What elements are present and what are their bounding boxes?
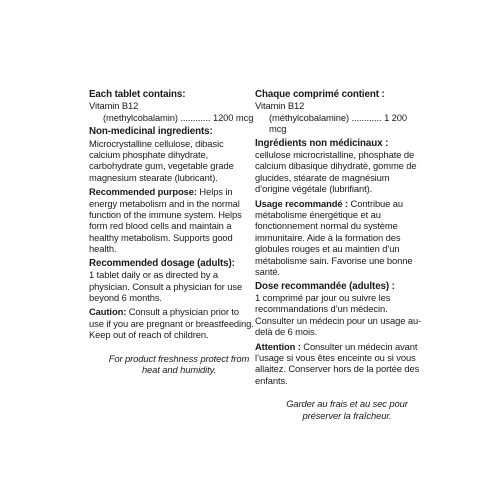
- recommended-purpose-label-fr: Usage recommandé :: [255, 197, 349, 209]
- storage-note-fr: Garder au frais et au sec pour préserver la fraîcheur.: [286, 398, 408, 421]
- recommended-dosage-text-fr: 1 comprimé par jour ou suivre les recommandations d’un médecin. Consulter un médecin pour un usage au-delà de 6 mois.: [255, 291, 422, 338]
- english-label-column: [89, 89, 255, 375]
- ingredient-name-fr: Vitamin B12: [255, 100, 305, 112]
- contains-heading: Each tablet contains:: [89, 89, 186, 100]
- ingredient-detail: (methylcobalamin) ............ 1200 mcg: [103, 111, 254, 123]
- ingredient-name: Vitamin B12: [89, 100, 139, 112]
- recommended-dosage-heading: Recommended dosage (adults):: [89, 257, 235, 269]
- recommended-dosage-text: 1 tablet daily or as directed by a physician. Consult a physician for use beyond 6 months.: [89, 269, 243, 303]
- recommended-purpose-text-fr: Contribue au métabolisme énergétique et au fonctionnement normal du système immunitaire. Aide à la formation des globules rouges et au maintien d’un métabolisme sain. Favorise une bonne santé.: [255, 197, 413, 278]
- caution-label-fr: Attention :: [255, 340, 301, 352]
- recommended-purpose-section-fr: [255, 198, 425, 278]
- non-medicinal-heading: Non-medicinal ingredients:: [89, 126, 213, 138]
- french-label-column: [255, 89, 425, 421]
- contains-heading-fr: Chaque comprimé contient :: [255, 89, 385, 100]
- recommended-purpose-text: Helps in energy metabolism and in the normal function of the immune system. Helps form red blood cells and maintain a healthy metabolism. Supports good health.: [89, 186, 242, 255]
- caution-text: Consult a physician prior to use if you are pregnant or breastfeeding. Keep out of reach of children.: [89, 306, 254, 341]
- caution-section-fr: [255, 341, 425, 387]
- caution-text-fr: Consulter un médecin avant l’usage si vous êtes enceinte ou si vous allaitez. Conserver hors de la portée des enfants.: [255, 340, 420, 386]
- caution-section: [89, 306, 255, 340]
- recommended-purpose-label: Recommended purpose:: [89, 186, 197, 198]
- ingredient-detail-fr: (méthylcobalamine) ............ 1 200 mcg: [269, 111, 408, 135]
- storage-note: For product freshness protect from heat and humidity.: [108, 352, 250, 375]
- non-medicinal-text: Microcrystalline cellulose, dibasic calcium phosphate dihydrate, carbohydrate gum, vegetable grade magnesium stearate (lubricant).: [89, 137, 234, 183]
- non-medicinal-heading-fr: Ingrédients non médicinaux :: [255, 137, 389, 149]
- recommended-dosage-heading-fr: Dose recommandée (adultes) :: [255, 280, 395, 292]
- non-medicinal-text-fr: cellulose microcristalline, phosphate de calcium dibasique dihydraté, gomme de glucides, stéarate de magnésium d’origine végétale (lubrifiant).: [255, 149, 417, 195]
- caution-label: Caution:: [89, 306, 127, 318]
- recommended-purpose-section: [89, 186, 255, 254]
